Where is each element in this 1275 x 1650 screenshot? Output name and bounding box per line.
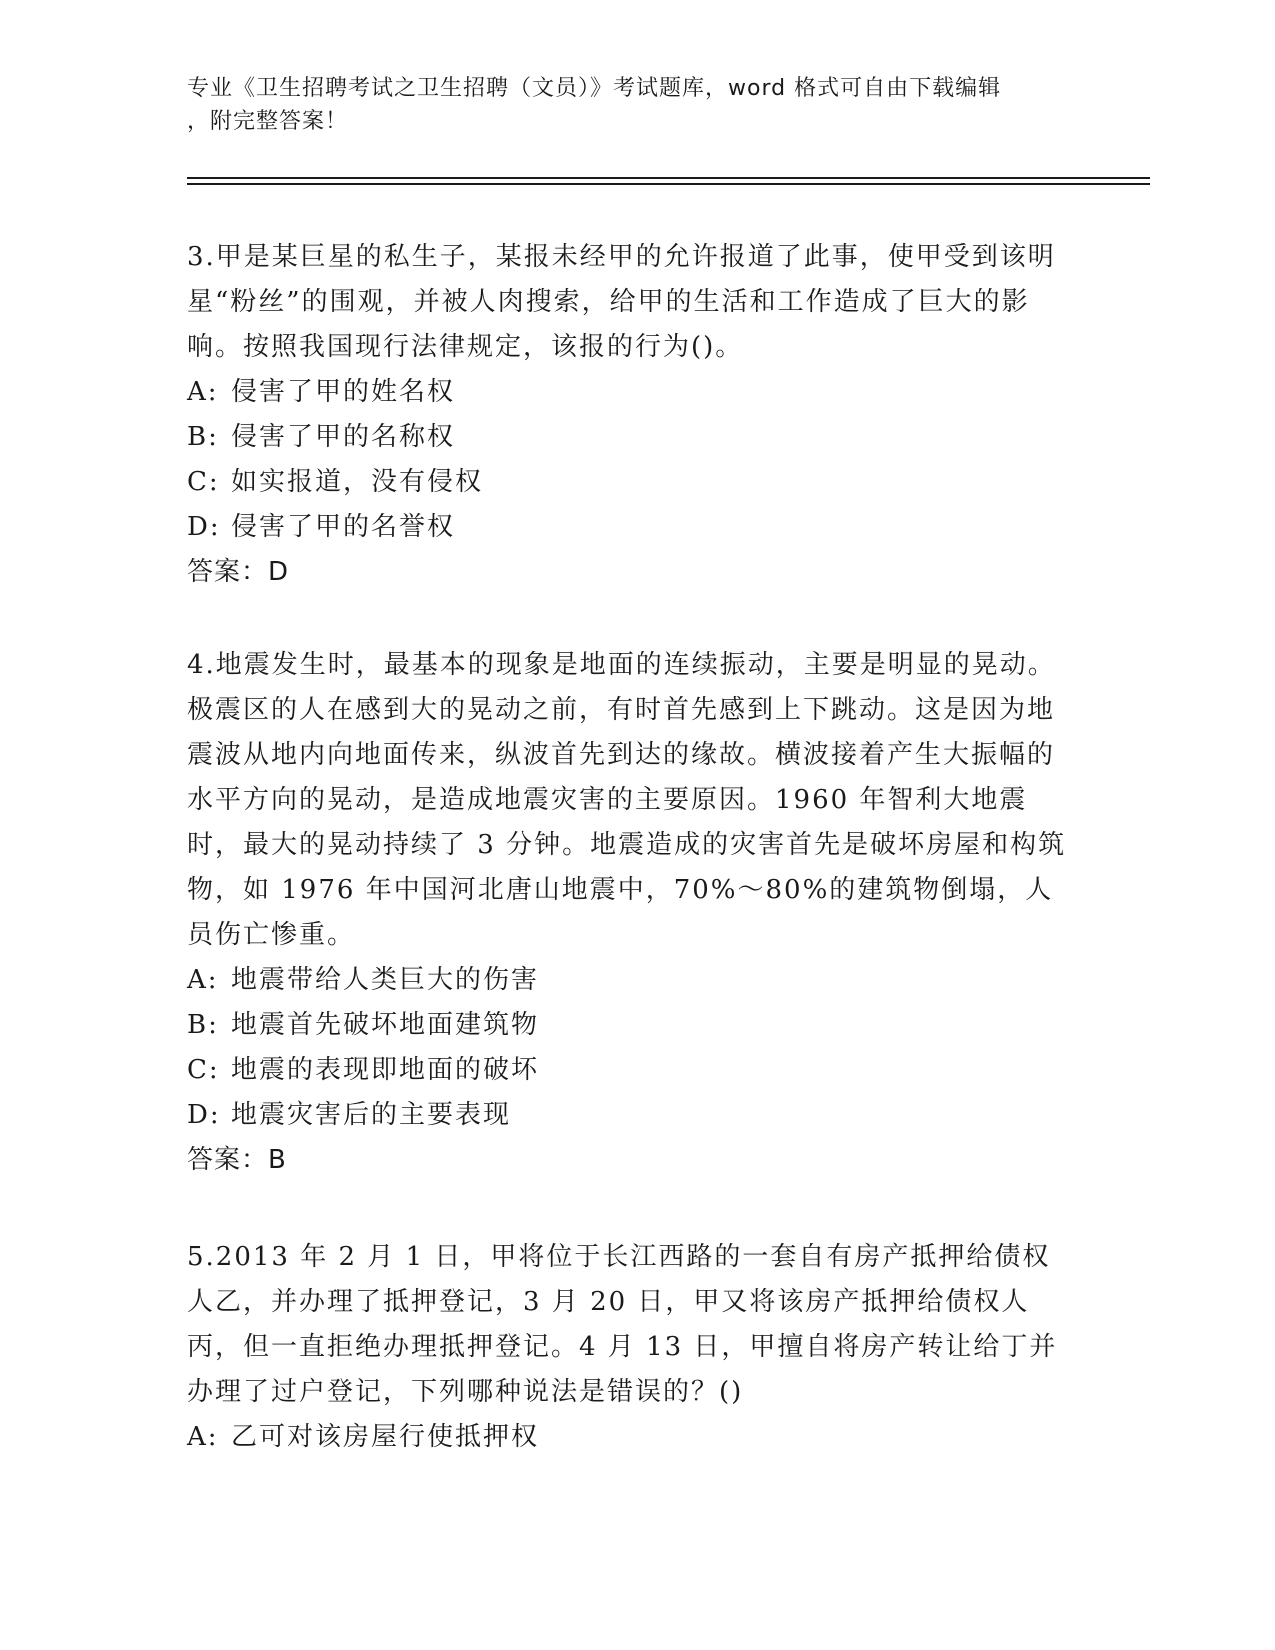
option-text: 侵害了甲的名称权 [231, 422, 456, 452]
option-text: 地震灾害后的主要表现 [231, 1100, 512, 1130]
option-a [187, 958, 1067, 1003]
header-line-2: ，附完整答案！ [187, 109, 349, 134]
option-b [187, 415, 1067, 460]
answer: 答案：B [187, 1145, 287, 1175]
option-text: 地震带给人类巨大的伤害 [231, 965, 540, 995]
option-label: A: [187, 1422, 219, 1452]
option-text: 侵害了甲的名誉权 [231, 512, 456, 542]
option-d [187, 1093, 1067, 1138]
option-label: D: [187, 512, 221, 542]
option-label: B: [187, 422, 219, 452]
option-label: A: [187, 377, 219, 407]
question-text: 5.2013 年 2 月 1 日，甲将位于长江西路的一套自有房产抵押给债权人乙，并办理了抵押登记，3 月 20 日，甲又将该房产抵押给债权人丙，但一直拒绝办理抵押登记。4 月 13 日，甲擅自将房产转让给丁并办理了过户登记，下列哪种说法是错误的？() [187, 1242, 1058, 1407]
option-a [187, 1415, 1067, 1460]
option-d [187, 505, 1067, 550]
option-c [187, 460, 1067, 505]
answer: 答案：D [187, 557, 290, 587]
question-3 [187, 235, 1067, 595]
option-a [187, 370, 1067, 415]
option-text: 地震首先破坏地面建筑物 [231, 1010, 540, 1040]
header-divider-top [187, 177, 1150, 179]
option-label: C: [187, 1055, 220, 1085]
option-b [187, 1003, 1067, 1048]
option-label: C: [187, 467, 220, 497]
question-4 [187, 643, 1067, 1183]
option-text: 地震的表现即地面的破坏 [231, 1055, 540, 1085]
header-divider-bottom [187, 183, 1150, 185]
option-text: 乙可对该房屋行使抵押权 [231, 1422, 540, 1452]
question-text: 4.地震发生时，最基本的现象是地面的连续振动，主要是明显的晃动。极震区的人在感到大的晃动之前，有时首先感到上下跳动。这是因为地震波从地内向地面传来，纵波首先到达的缘故。横波接着产生大振幅的水平方向的晃动，是造成地震灾害的主要原因。1960 年智利大地震时，最大的晃动持续了 3 分钟。地震造成的灾害首先是破坏房屋和构筑物，如 1976 年中国河北唐山地震中，70%～80%的建筑物倒塌，人员伤亡惨重。 [187, 650, 1067, 950]
question-text: 3.甲是某巨星的私生子，某报未经甲的允许报道了此事，使甲受到该明星“粉丝”的围观，并被人肉搜索，给甲的生活和工作造成了巨大的影响。按照我国现行法律规定，该报的行为()。 [187, 242, 1056, 362]
question-5 [187, 1235, 1067, 1460]
header-line-1: 专业《卫生招聘考试之卫生招聘（文员）》考试题库，word 格式可自由下载编辑 [187, 76, 1002, 101]
option-label: A: [187, 965, 219, 995]
option-text: 如实报道，没有侵权 [231, 467, 484, 497]
option-c [187, 1048, 1067, 1093]
document-header [187, 72, 1067, 138]
option-label: D: [187, 1100, 221, 1130]
option-text: 侵害了甲的姓名权 [231, 377, 456, 407]
option-label: B: [187, 1010, 219, 1040]
